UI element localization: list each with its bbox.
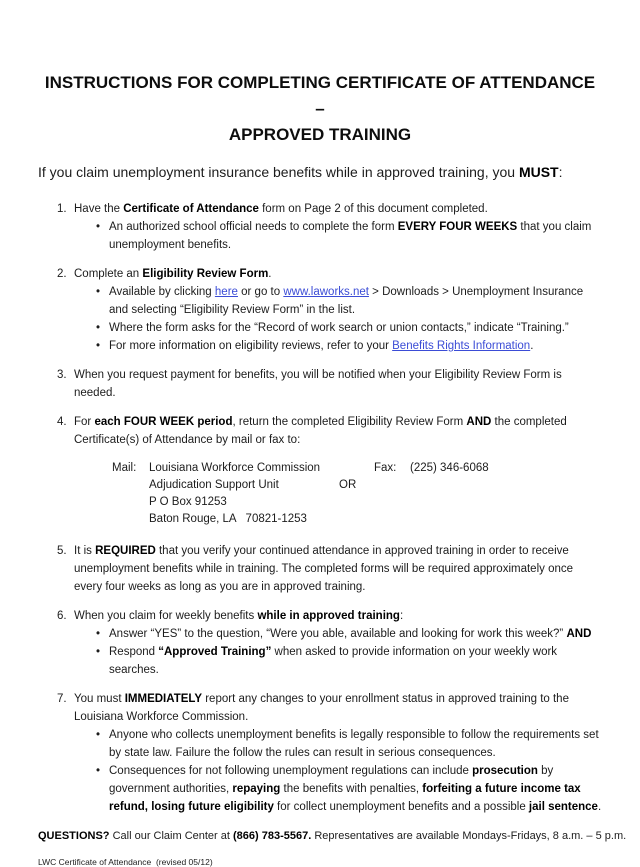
list-item-6 <box>38 607 602 679</box>
bullet-text <box>109 643 602 679</box>
questions-paragraph <box>38 827 627 845</box>
link-www-laworks-net[interactable]: www.laworks.net <box>283 286 369 298</box>
intro-paragraph <box>38 162 602 182</box>
item-body <box>74 542 602 596</box>
text-run: : <box>558 164 563 180</box>
item-body <box>74 265 602 355</box>
text-run: the completed Certificate(s) of Attendance by mail or fax to: <box>74 416 567 446</box>
item-text <box>74 200 602 218</box>
item-body <box>74 690 602 816</box>
text-run: When you request payment for benefits, you will be notified when your Eligibility Review Form is needed. <box>74 369 562 399</box>
bold-text-run: Certificate of Attendance <box>123 203 259 215</box>
bullet-icon: • <box>95 729 101 741</box>
mail-label: Mail: <box>112 462 137 474</box>
item-number: 2. <box>57 268 67 280</box>
text-run: When you claim for weekly benefits <box>74 610 258 622</box>
text-run: . <box>268 268 272 280</box>
bold-text-run: prosecution <box>472 765 538 777</box>
bold-text-run: losing future eligibility <box>151 801 274 813</box>
bullet-item <box>74 337 602 355</box>
text-run: Respond <box>109 646 159 658</box>
item-text <box>74 542 602 596</box>
text-run: An authorized school official needs to complete the form <box>109 221 398 233</box>
text-run: . <box>530 340 534 352</box>
item-number: 5. <box>57 545 67 557</box>
bold-text-run: while in approved training <box>257 610 400 622</box>
item-number: 1. <box>57 203 67 215</box>
list-item-1 <box>38 200 602 254</box>
text-run: Complete an <box>74 268 143 280</box>
document-title <box>38 70 602 148</box>
link-here[interactable]: here <box>214 286 238 298</box>
bullet-icon: • <box>95 286 101 298</box>
text-run: that you claim unemployment benefits. <box>109 221 592 251</box>
text-run: For <box>74 416 95 428</box>
bullet-text <box>109 319 602 337</box>
text-run: Consequences for not following unemployment regulations can include <box>109 765 473 777</box>
bullet-text <box>109 726 602 762</box>
bullet-icon: • <box>95 221 101 233</box>
item-text <box>74 690 602 726</box>
bold-text-run: “Approved Training” <box>158 646 272 658</box>
title-line-1: INSTRUCTIONS FOR COMPLETING CERTIFICATE OF ATTENDANCE – <box>44 73 596 118</box>
bold-text-run: AND <box>466 416 492 428</box>
bold-text-run: (866) 783-5567. <box>233 830 312 842</box>
text-run: Representatives are available Mondays-Fridays, 8 a.m. – 5 p.m. <box>311 830 627 842</box>
item-text <box>74 413 602 449</box>
bullet-text <box>109 283 602 319</box>
title-line-2: APPROVED TRAINING <box>228 125 412 144</box>
bold-text-run: forfeiting a future income tax refund, <box>109 783 581 813</box>
bullet-item <box>74 625 602 643</box>
text-run: , return the completed Eligibility Review Form <box>232 416 467 428</box>
text-run: by government authorities, <box>109 765 554 795</box>
text-run: that you verify your continued attendance in approved training in order to receive unemployment benefits while in training. The completed forms will be required approximately once every four weeks as long as you are in approved training. <box>74 545 574 593</box>
item-body <box>74 200 602 254</box>
text-run: Anyone who collects unemployment benefits is legally responsible to follow the requirements set by state law. Failure the follow the rules can result in serious consequences. <box>109 729 599 759</box>
bold-text-run: AND <box>566 628 592 640</box>
bullet-icon: • <box>95 322 101 334</box>
text-run: when asked to provide information on your weekly work searches. <box>109 646 558 676</box>
mail-address-line: P O Box 91253 <box>149 496 227 508</box>
mail-address-line: Baton Rouge, LA 70821-1253 <box>149 513 307 525</box>
bullet-icon: • <box>95 340 101 352</box>
text-run: the benefits with penalties, <box>280 783 423 795</box>
or-label: OR <box>339 479 357 491</box>
fax-label: Fax: <box>374 462 397 474</box>
item-body <box>74 607 602 679</box>
text-run: or go to <box>237 286 284 298</box>
item-body <box>74 366 602 402</box>
bullet-icon: • <box>95 628 101 640</box>
text-run: Have the <box>74 203 124 215</box>
text-run: : <box>399 610 404 622</box>
item-text <box>74 607 602 625</box>
item-number: 6. <box>57 610 67 622</box>
bold-text-run: MUST <box>518 164 559 180</box>
bullet-text <box>109 625 602 643</box>
mail-address-line: Adjudication Support Unit <box>149 479 279 491</box>
text-run: > Downloads > Unemployment Insurance and selecting “Eligibility Review Form” in the list. <box>109 286 584 316</box>
bold-text-run: repaying <box>232 783 281 795</box>
bold-text-run: REQUIRED <box>95 545 156 557</box>
link-benefits-rights-information[interactable]: Benefits Rights Information <box>392 340 531 352</box>
list-item-3 <box>38 366 602 402</box>
text-run: You must <box>74 693 125 705</box>
footer-revision-note: LWC Certificate of Attendance (revised 05/12) <box>38 857 213 867</box>
text-run: Answer “YES” to the question, “Were you able, available and looking for work this week?” <box>109 628 567 640</box>
bold-text-run: each FOUR WEEK period <box>94 416 233 428</box>
text-run: form on Page 2 of this document completed. <box>258 203 488 215</box>
list-item-5 <box>38 542 602 596</box>
item-number: 4. <box>57 416 67 428</box>
bullet-item <box>74 283 602 319</box>
text-run: for collect unemployment benefits and a possible <box>273 801 529 813</box>
bullet-item <box>74 762 602 816</box>
text-run: Available by clicking <box>109 286 215 298</box>
text-run: If you claim unemployment insurance benefits while in approved training, you <box>38 164 519 180</box>
text-run: It is <box>74 545 96 557</box>
bullet-text <box>109 218 602 254</box>
item-text <box>74 265 602 283</box>
bold-text-run: IMMEDIATELY <box>124 693 203 705</box>
bullet-text <box>109 762 602 816</box>
text-run: Where the form asks for the “Record of work search or union contacts,” indicate “Training.” <box>109 322 569 334</box>
bullet-icon: • <box>95 765 101 777</box>
bold-text-run: QUESTIONS? <box>38 830 110 842</box>
bullet-item <box>74 218 602 254</box>
contact-block <box>112 460 602 528</box>
bullet-item <box>74 726 602 762</box>
text-run: report any changes to your enrollment status in approved training to the Louisiana Workforce Commission. <box>74 693 569 723</box>
item-number: 7. <box>57 693 67 705</box>
bullet-text <box>109 337 602 355</box>
item-body <box>74 413 602 531</box>
list-item-7 <box>38 690 602 816</box>
mail-address-line: Louisiana Workforce Commission <box>149 462 321 474</box>
bold-text-run: jail sentence <box>528 801 598 813</box>
bullet-item <box>74 319 602 337</box>
text-run: . <box>597 801 602 813</box>
text-run: For more information on eligibility reviews, refer to your <box>109 340 393 352</box>
list-item-2 <box>38 265 602 355</box>
item-number: 3. <box>57 369 67 381</box>
text-run: Call our Claim Center at <box>109 830 234 842</box>
bullet-item <box>74 643 602 679</box>
item-text <box>74 366 602 402</box>
fax-number: (225) 346-6068 <box>410 462 489 474</box>
bullet-icon: • <box>95 646 101 658</box>
bold-text-run: Eligibility Review Form <box>142 268 269 280</box>
bold-text-run: EVERY FOUR WEEKS <box>397 221 518 233</box>
list-item-4 <box>38 413 602 531</box>
